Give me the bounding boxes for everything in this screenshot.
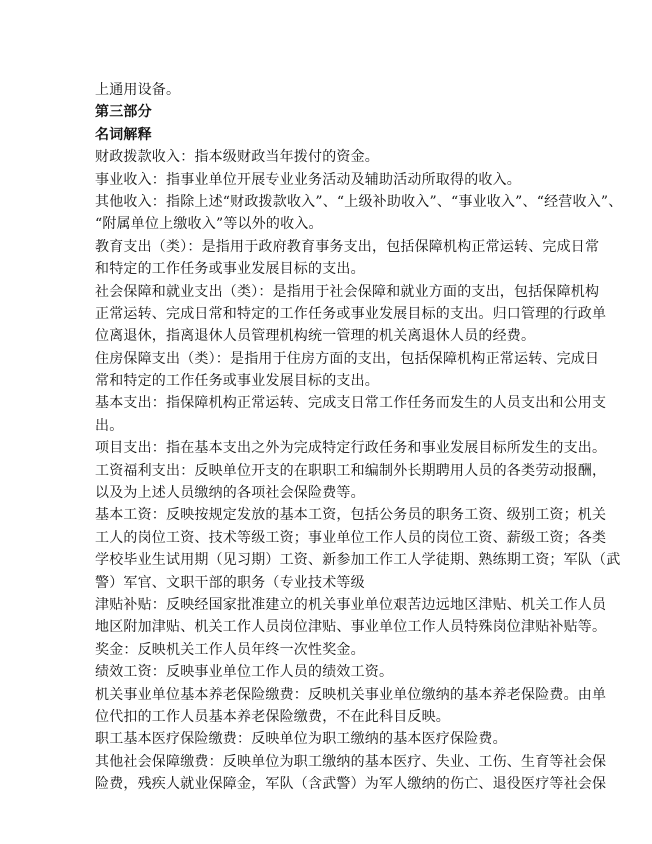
text-line: 基本支出：指保障机构正常运转、完成支日常工作任务而发生的人员支出和公用支 xyxy=(95,395,607,412)
text-line: 学校毕业生试用期（见习期）工资、新参加工作工人学徒期、熟练期工资；军队（武 xyxy=(95,552,621,569)
text-line: 事业收入：指事业单位开展专业业务活动及辅助活动所取得的收入。 xyxy=(95,171,521,188)
text-line: 教育支出（类）：是指用于政府教育事务支出，包括保障机构正常运转、完成日常 xyxy=(95,238,600,255)
text-line: 社会保障和就业支出（类）：是指用于社会保障和就业方面的支出，包括保障机构 xyxy=(95,283,600,300)
section-heading: 第三部分 xyxy=(95,104,152,121)
text-line: 住房保障支出（类）：是指用于住房方面的支出，包括保障机构正常运转、完成日 xyxy=(95,350,600,367)
text-line: 其他社会保障缴费：反映单位为职工缴纳的基本医疗、失业、工伤、生育等社会保 xyxy=(95,753,607,770)
text-line: 职工基本医疗保险缴费：反映单位为职工缴纳的基本医疗保险费。 xyxy=(95,731,507,748)
text-line: 正常运转、完成日常和特定的工作任务或事业发展目标的支出。归口管理的行政单 xyxy=(95,305,607,322)
text-line: 津贴补贴：反映经国家批准建立的机关事业单位艰苦边远地区津贴、机关工作人员 xyxy=(95,596,607,613)
document-page xyxy=(95,79,623,796)
text-line: 工人的岗位工资、技术等级工资；事业单位工作人员的岗位工资、薪级工资；各类 xyxy=(95,529,607,546)
text-line: “附属单位上缴收入”等以外的收入。 xyxy=(95,216,323,233)
text-line: 位代扣的工作人员基本养老保险缴费，不在此科目反映。 xyxy=(95,708,450,725)
text-line: 上通用设备。 xyxy=(95,82,181,98)
text-line: 绩效工资：反映事业单位工作人员的绩效工资。 xyxy=(95,664,394,681)
text-line: 机关事业单位基本养老保险缴费：反映机关事业单位缴纳的基本养老保险费。由单 xyxy=(95,686,607,703)
text-line: 地区附加津贴、机关工作人员岗位津贴、事业单位工作人员特殊岗位津贴补贴等。 xyxy=(95,619,607,636)
text-line: 奖金：反映机关工作人员年终一次性奖金。 xyxy=(95,641,365,658)
text-line: 出。 xyxy=(95,417,124,434)
text-line: 工资福利支出：反映单位开支的在职职工和编制外长期聘用人员的各类劳动报酬， xyxy=(95,462,607,479)
text-line: 常和特定的工作任务或事业发展目标的支出。 xyxy=(95,373,379,390)
text-line: 险费，残疾人就业保障金，军队（含武警）为军人缴纳的伤亡、退役医疗等社会保 xyxy=(95,776,607,793)
text-line: 其他收入：指除上述“财政拨款收入”、“上级补助收入”、“事业收入”、“经营收入”、 xyxy=(95,193,623,210)
text-line: 财政拨款收入：指本级财政当年拨付的资金。 xyxy=(95,149,379,166)
text-line: 项目支出：指在基本支出之外为完成特定行政任务和事业发展目标所发生的支出。 xyxy=(95,440,607,457)
text-line: 以及为上述人员缴纳的各项社会保险费等。 xyxy=(95,485,365,502)
section-heading: 名词解释 xyxy=(95,126,152,143)
text-line: 警）军官、文职干部的职务（专业技术等级 xyxy=(95,574,365,591)
text-line: 和特定的工作任务或事业发展目标的支出。 xyxy=(95,261,365,278)
text-line: 位离退休，指离退休人员管理机构统一管理的机关离退休人员的经费。 xyxy=(95,328,536,345)
text-line: 基本工资：反映按规定发放的基本工资，包括公务员的职务工资、级别工资；机关 xyxy=(95,507,607,524)
